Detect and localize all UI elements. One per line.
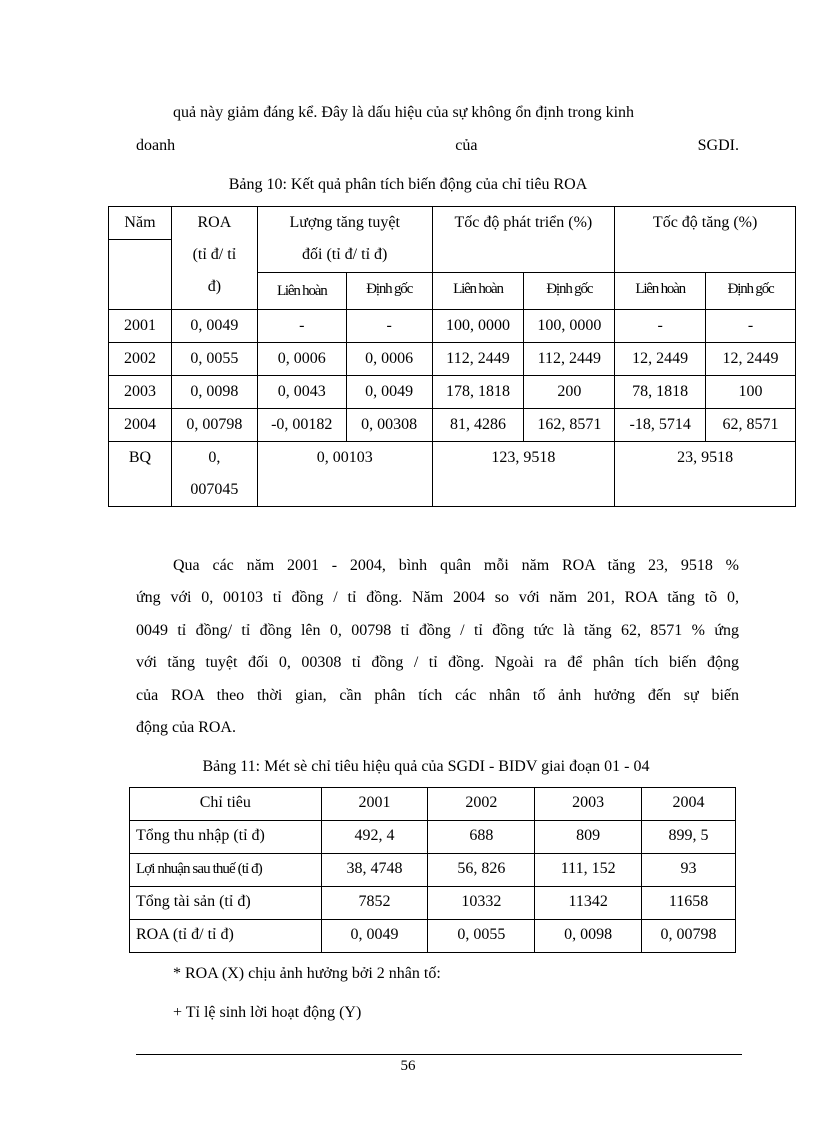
header-luong-tang [257,207,432,273]
cell: 0, 0006 [257,342,346,375]
table11-caption: Bảng 11: Mét sè chỉ tiêu hiệu quả của SGDI - BIDV giai đoạn 01 - 04 [202,758,650,775]
para2-line-5: của ROA theo thời gian, cần phân tích các nhân tố ảnh hưởng đến sự biến [136,687,739,704]
cell: 112, 2449 [524,342,615,375]
para2-line-3: 0049 tỉ đồng/ tỉ đồng lên 0, 00798 tỉ đồng / tỉ đồng tức là tăng 62, 8571 % ứng [136,622,739,639]
cell: 56, 826 [428,854,535,887]
cell: 0, 00798 [171,408,257,441]
table-row [130,854,736,887]
nam-spacer-1 [109,240,172,273]
cell: 0, 0098 [535,920,642,953]
sub-lien-hoan-3: Liên hoàn [615,272,706,309]
cell: 178, 1818 [432,375,524,408]
cell: 0, 0049 [321,920,428,953]
cell: 100, 0000 [524,309,615,342]
roa-analysis-table [108,206,796,507]
row-label: Tổng tài sản (tỉ đ) [130,887,322,920]
cell: 81, 4286 [432,408,524,441]
header-chi-tieu: Chỉ tiêu [130,788,322,821]
sub-dinh-goc-2: Định gốc [524,272,615,309]
cell: 0, 0055 [428,920,535,953]
cell: 2001 [109,309,172,342]
cell: 11658 [642,887,736,920]
header-2004: 2004 [642,788,736,821]
bq-roa [171,441,257,506]
bq-label: BQ [109,441,172,506]
bq-roa-line1: 0, [208,448,221,466]
page-number: 56 [400,1058,416,1074]
table-row [130,887,736,920]
cell: 78, 1818 [615,375,706,408]
header-roa-line3: đ) [207,278,222,295]
cell: 0, 0098 [171,375,257,408]
bq-roa-line2: 007045 [190,480,239,498]
table-row [130,920,736,953]
cell: 112, 2449 [432,342,524,375]
intro-word-1: doanh [136,137,176,154]
table-row [109,375,796,408]
table-row [109,342,796,375]
header-roa [171,207,257,310]
header-2003: 2003 [535,788,642,821]
sub-lien-hoan-2: Liên hoàn [432,272,524,309]
cell: 2002 [109,342,172,375]
cell: 100, 0000 [432,309,524,342]
header-roa-line2: (tỉ đ/ tỉ [192,246,237,263]
table-row [130,821,736,854]
cell: 2003 [109,375,172,408]
cell: 93 [642,854,736,887]
table10-caption: Bảng 10: Kết quả phân tích biến động của chỉ tiêu ROA [228,176,588,193]
para2-line-6: động của ROA. [136,719,236,736]
header-toc-do-phat-trien: Tốc độ phát triển (%) [432,207,615,273]
cell: 12, 2449 [615,342,706,375]
para2-line-1: Qua các năm 2001 - 2004, bình quân mỗi năm ROA tăng 23, 9518 % [173,557,739,574]
header-luong-line1: Lượng tăng tuyệt [289,214,400,231]
header-roa-line1: ROA [197,214,232,231]
cell: 0, 00798 [642,920,736,953]
bq-luong: 0, 00103 [257,441,432,506]
cell: 38, 4748 [321,854,428,887]
header-toc-do-tang: Tốc độ tăng (%) [615,207,796,273]
cell: 492, 4 [321,821,428,854]
note-roa-factors: * ROA (X) chịu ảnh hưởng bởi 2 nhân tố: [173,965,441,982]
row-label: Lợi nhuận sau thuế (tỉ đ) [130,854,322,887]
header-2002: 2002 [428,788,535,821]
cell: 10332 [428,887,535,920]
cell: 111, 152 [535,854,642,887]
cell: - [615,309,706,342]
bq-tocdo-tang: 23, 9518 [615,441,796,506]
cell: - [257,309,346,342]
cell: -18, 5714 [615,408,706,441]
cell: 62, 8571 [706,408,796,441]
cell: 200 [524,375,615,408]
cell: 899, 5 [642,821,736,854]
intro-word-2: của [455,137,478,154]
sub-dinh-goc-3: Định gốc [706,272,796,309]
table-row [109,309,796,342]
cell: 0, 00308 [346,408,432,441]
intro-line-2 [136,131,739,162]
cell: 2004 [109,408,172,441]
row-label: Tổng thu nhập (tỉ đ) [130,821,322,854]
intro-word-3: SGDI. [697,137,739,154]
cell: 0, 0049 [171,309,257,342]
cell: 0, 0006 [346,342,432,375]
nam-spacer-2 [109,272,172,309]
bq-tocdo-pt: 123, 9518 [432,441,615,506]
cell: 688 [428,821,535,854]
header-luong-line2: đối (tỉ đ/ tỉ đ) [302,246,388,263]
footer-rule [136,1054,742,1055]
header-nam: Năm [109,207,172,240]
para2-line-4: với tăng tuyệt đối 0, 00308 tỉ đồng / tỉ đồng. Ngoài ra để phân tích biến động [136,654,739,671]
table-row-average [109,441,796,506]
cell: - [706,309,796,342]
cell: 162, 8571 [524,408,615,441]
cell: 809 [535,821,642,854]
sub-dinh-goc-1: Định gốc [346,272,432,309]
cell: 0, 0043 [257,375,346,408]
table-header-row [130,788,736,821]
intro-line-1: quả này giảm đáng kể. Đây là dấu hiệu của sự không ổn định trong kinh [173,104,635,121]
cell: 100 [706,375,796,408]
cell: 0, 0049 [346,375,432,408]
row-label: ROA (tỉ đ/ tỉ đ) [130,920,322,953]
cell: 12, 2449 [706,342,796,375]
efficiency-indicators-table [129,787,736,953]
table-row [109,408,796,441]
cell: 11342 [535,887,642,920]
note-ti-le-sinh-loi: + Tỉ lệ sinh lời hoạt động (Y) [173,1004,362,1021]
cell: - [346,309,432,342]
cell: -0, 00182 [257,408,346,441]
header-2001: 2001 [321,788,428,821]
para2-line-2: ứng với 0, 00103 tỉ đồng / tỉ đồng. Năm 2004 so với năm 201, ROA tăng tõ 0, [136,589,739,606]
cell: 7852 [321,887,428,920]
sub-lien-hoan-1: Liên hoàn [257,272,346,309]
cell: 0, 0055 [171,342,257,375]
